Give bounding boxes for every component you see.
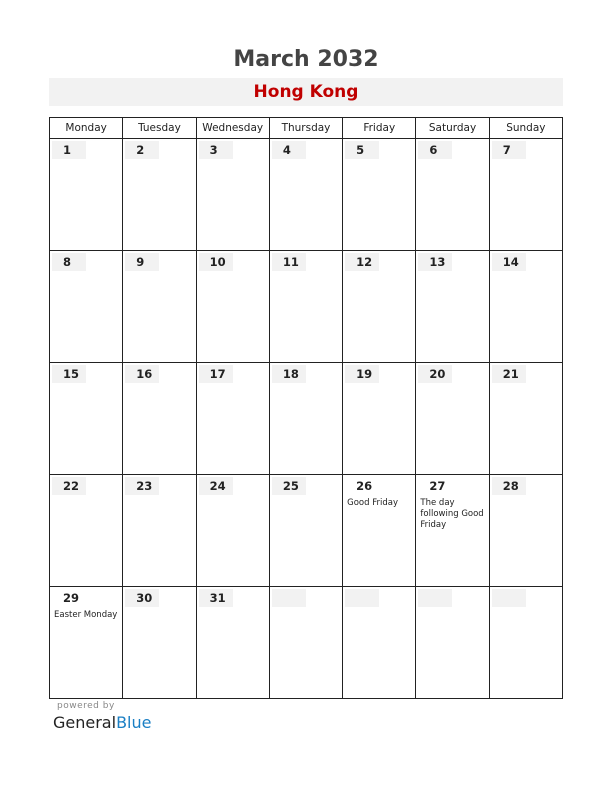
- weekday-saturday: Saturday: [416, 118, 489, 139]
- calendar-grid: [49, 117, 563, 699]
- day-cell: [269, 363, 342, 475]
- country-label: Hong Kong: [49, 78, 563, 106]
- day-number: 14: [492, 253, 526, 271]
- weekday-monday: Monday: [50, 118, 123, 139]
- day-number: 12: [345, 253, 379, 271]
- day-cell: [343, 475, 416, 587]
- day-cell: [489, 363, 562, 475]
- week-row: [50, 363, 563, 475]
- day-cell: [50, 475, 123, 587]
- weekday-thursday: Thursday: [269, 118, 342, 139]
- day-cell: [416, 251, 489, 363]
- week-row: [50, 139, 563, 251]
- weekday-tuesday: Tuesday: [123, 118, 196, 139]
- day-cell: [123, 587, 196, 699]
- day-cell: [343, 251, 416, 363]
- day-number: 18: [272, 365, 306, 383]
- day-cell-empty: [416, 587, 489, 699]
- day-cell-empty: [489, 587, 562, 699]
- day-number: 7: [492, 141, 526, 159]
- day-number: 8: [52, 253, 86, 271]
- day-number: 5: [345, 141, 379, 159]
- day-number-empty: [345, 589, 379, 607]
- day-number: 3: [199, 141, 233, 159]
- week-row: [50, 587, 563, 699]
- day-number: 11: [272, 253, 306, 271]
- day-cell: [50, 251, 123, 363]
- holiday-label: Easter Monday: [54, 610, 118, 620]
- day-number: 27: [429, 479, 446, 493]
- holiday-label: Good Friday: [347, 498, 398, 508]
- brand-name-blue: Blue: [116, 713, 152, 732]
- day-cell: [50, 587, 123, 699]
- day-cell: [489, 475, 562, 587]
- day-number: 24: [199, 477, 233, 495]
- day-cell: [196, 475, 269, 587]
- weekday-friday: Friday: [343, 118, 416, 139]
- day-number: 28: [492, 477, 526, 495]
- day-number: 26: [356, 479, 373, 493]
- brand-logo: [53, 713, 151, 732]
- day-cell: [50, 139, 123, 251]
- day-cell: [50, 363, 123, 475]
- day-cell: [489, 139, 562, 251]
- day-number: 4: [272, 141, 306, 159]
- day-number: 21: [492, 365, 526, 383]
- day-number: 16: [125, 365, 159, 383]
- day-number: 30: [125, 589, 159, 607]
- day-number: 13: [418, 253, 452, 271]
- day-number: 29: [63, 591, 80, 605]
- day-cell: [123, 139, 196, 251]
- day-cell: [123, 363, 196, 475]
- day-cell: [269, 139, 342, 251]
- brand-name-general: General: [53, 713, 117, 732]
- day-number: 17: [199, 365, 233, 383]
- day-number: 31: [199, 589, 233, 607]
- day-cell-empty: [269, 587, 342, 699]
- calendar-title: March 2032: [233, 47, 379, 72]
- day-cell: [196, 587, 269, 699]
- day-cell: [416, 475, 489, 587]
- day-cell: [489, 251, 562, 363]
- day-cell: [416, 363, 489, 475]
- week-row: [50, 475, 563, 587]
- day-cell: [196, 251, 269, 363]
- day-cell: [196, 363, 269, 475]
- holiday-label: The day following Good Friday: [420, 498, 484, 530]
- weekday-sunday: Sunday: [489, 118, 562, 139]
- day-number: 9: [125, 253, 159, 271]
- day-number: 2: [125, 141, 159, 159]
- day-number: 6: [418, 141, 452, 159]
- day-cell: [416, 139, 489, 251]
- day-number: 1: [52, 141, 86, 159]
- day-number-empty: [272, 589, 306, 607]
- day-number-empty: [492, 589, 526, 607]
- week-row: [50, 251, 563, 363]
- day-cell: [343, 139, 416, 251]
- day-cell: [123, 251, 196, 363]
- day-cell: [269, 251, 342, 363]
- day-number: 19: [345, 365, 379, 383]
- day-cell-empty: [343, 587, 416, 699]
- day-number-empty: [418, 589, 452, 607]
- day-number: 23: [125, 477, 159, 495]
- day-cell: [269, 475, 342, 587]
- day-cell: [123, 475, 196, 587]
- day-cell: [196, 139, 269, 251]
- day-cell: [343, 363, 416, 475]
- weekday-wednesday: Wednesday: [196, 118, 269, 139]
- day-number: 25: [272, 477, 306, 495]
- weekday-header-row: [50, 118, 563, 139]
- powered-by-text: powered by: [57, 701, 115, 711]
- day-number: 10: [199, 253, 233, 271]
- day-number: 20: [418, 365, 452, 383]
- day-number: 15: [52, 365, 86, 383]
- day-number: 22: [52, 477, 86, 495]
